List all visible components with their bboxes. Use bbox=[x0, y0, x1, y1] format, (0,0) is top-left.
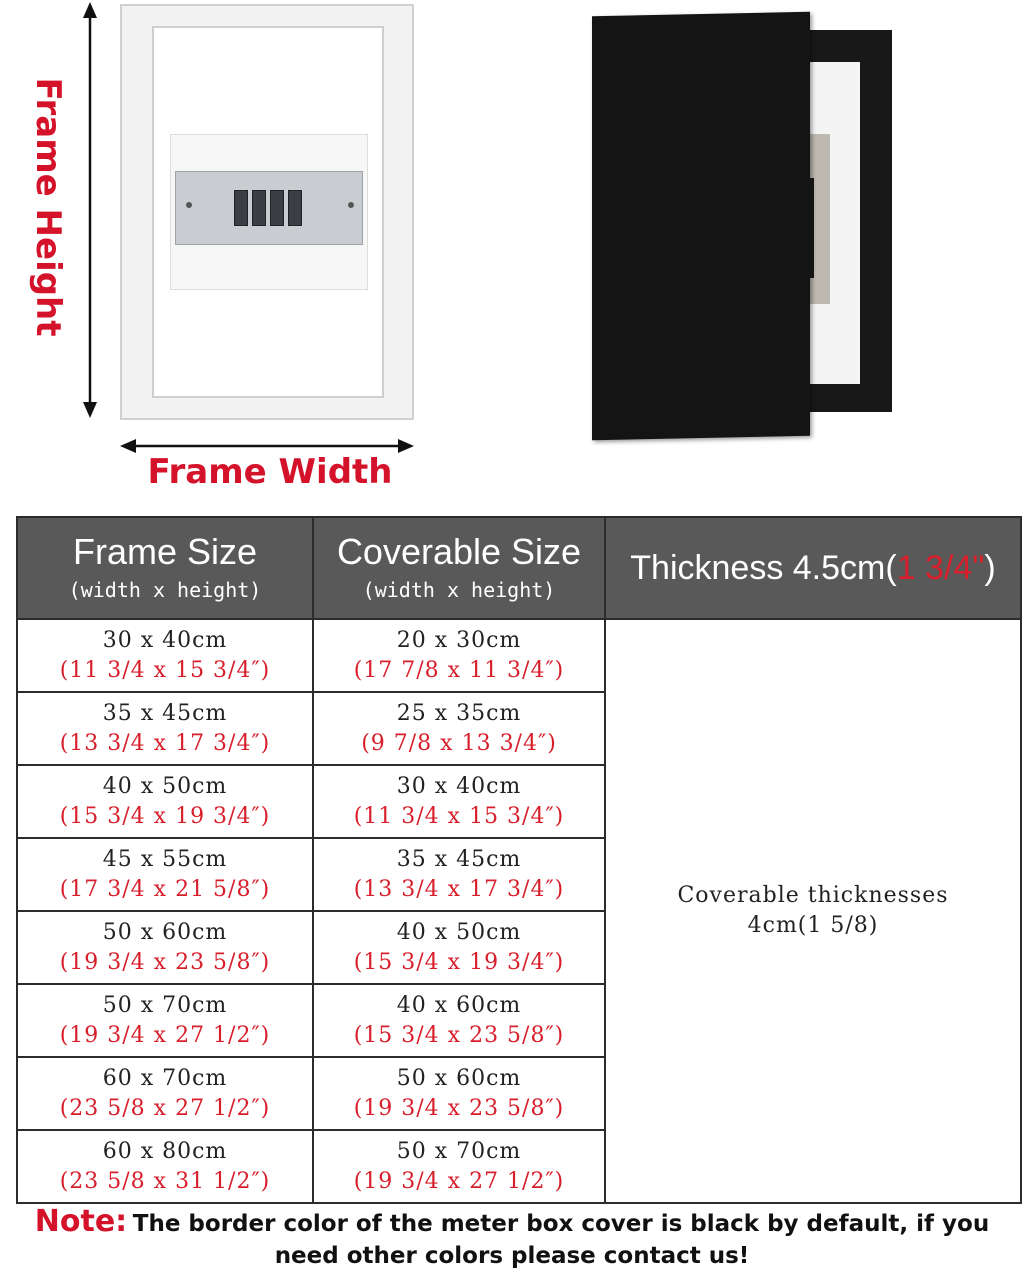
size-table bbox=[16, 516, 1022, 1204]
frame-size-cell: 60 x 70cm (23 5/8 x 27 1/2″) bbox=[17, 1057, 313, 1130]
coverable-size-cell: 25 x 35cm (9 7/8 x 13 3/4″) bbox=[313, 692, 605, 765]
frame-size-cell: 60 x 80cm (23 5/8 x 31 1/2″) bbox=[17, 1130, 313, 1203]
product-illustration bbox=[0, 0, 1024, 510]
coverable-size-cell: 20 x 30cm (17 7/8 x 11 3/4″) bbox=[313, 619, 605, 692]
frame-size-cell: 35 x 45cm (13 3/4 x 17 3/4″) bbox=[17, 692, 313, 765]
header-frame-size: Frame Size (width x height) bbox=[17, 517, 313, 619]
breaker-panel bbox=[175, 171, 363, 245]
coverable-size-cell: 40 x 60cm (15 3/4 x 23 5/8″) bbox=[313, 984, 605, 1057]
black-cabinet-door-image bbox=[592, 12, 810, 441]
note-label: Note: bbox=[34, 1204, 128, 1239]
coverable-size-cell: 50 x 70cm (19 3/4 x 27 1/2″) bbox=[313, 1130, 605, 1203]
coverable-size-cell: 40 x 50cm (15 3/4 x 19 3/4″) bbox=[313, 911, 605, 984]
thickness-cell: Coverable thicknesses 4cm(1 5/8) bbox=[605, 619, 1021, 1203]
frame-width-label: Frame Width bbox=[147, 452, 393, 492]
frame-height-label: Frame Height bbox=[28, 77, 68, 337]
frame-size-cell: 30 x 40cm (11 3/4 x 15 3/4″) bbox=[17, 619, 313, 692]
coverable-size-cell: 35 x 45cm (13 3/4 x 17 3/4″) bbox=[313, 838, 605, 911]
frame-size-cell: 40 x 50cm (15 3/4 x 19 3/4″) bbox=[17, 765, 313, 838]
coverable-size-cell: 50 x 60cm (19 3/4 x 23 5/8″) bbox=[313, 1057, 605, 1130]
header-thickness: Thickness 4.5cm(1 3/4") bbox=[605, 517, 1021, 619]
header-coverable-size: Coverable Size (width x height) bbox=[313, 517, 605, 619]
breaker-box-image bbox=[170, 134, 368, 290]
frame-size-cell: 45 x 55cm (17 3/4 x 21 5/8″) bbox=[17, 838, 313, 911]
frame-front-image bbox=[120, 4, 414, 420]
frame-inner-border bbox=[152, 26, 384, 398]
table-header-row bbox=[17, 517, 1021, 619]
note-text: The border color of the meter box cover is black by default, if you need other colors please contact us! bbox=[132, 1211, 990, 1269]
frame-size-cell: 50 x 70cm (19 3/4 x 27 1/2″) bbox=[17, 984, 313, 1057]
note-section bbox=[0, 1204, 1024, 1272]
table-row bbox=[17, 619, 1021, 692]
frame-size-cell: 50 x 60cm (19 3/4 x 23 5/8″) bbox=[17, 911, 313, 984]
height-arrow-icon bbox=[78, 0, 102, 420]
coverable-size-cell: 30 x 40cm (11 3/4 x 15 3/4″) bbox=[313, 765, 605, 838]
